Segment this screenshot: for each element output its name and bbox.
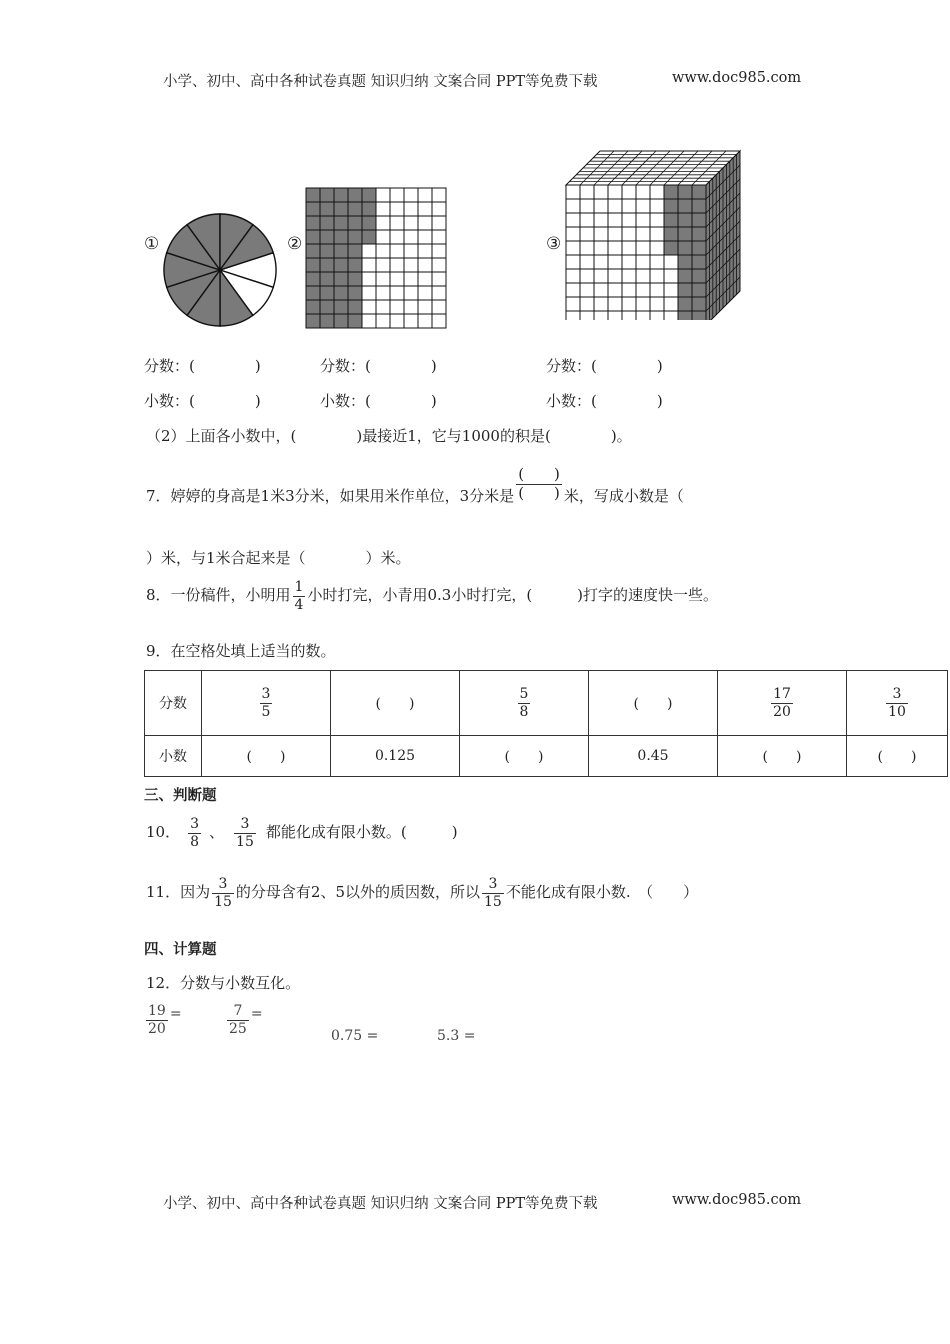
- figure-1-label: ①: [144, 234, 160, 254]
- cube-front-cell: [580, 227, 594, 241]
- fraction: [260, 687, 273, 719]
- grid-cell: [404, 230, 418, 244]
- grid-cell: [390, 202, 404, 216]
- fraction-numerator: 19: [148, 1003, 166, 1019]
- cube-front-cell: [566, 185, 580, 199]
- question-9-title: 9．在空格处填上适当的数。: [146, 642, 336, 660]
- cube-front-cell: [636, 227, 650, 241]
- grid-cell: [306, 272, 320, 286]
- figure-2-label: ②: [287, 234, 303, 254]
- question-7-line2: ）米，与1米合起来是（ ）米。: [146, 549, 411, 567]
- cube-front-cell: [622, 241, 636, 255]
- cube-front-cell: [594, 185, 608, 199]
- grid-cell: [404, 300, 418, 314]
- cube-front-cell: [678, 297, 692, 311]
- grid-cell: [348, 244, 362, 258]
- fig2-decimal-answer[interactable]: 小数：( ): [320, 392, 437, 410]
- grid-cell: [348, 188, 362, 202]
- grid-cell: [418, 202, 432, 216]
- question-7-part2: 米，写成小数是（: [563, 487, 684, 505]
- grid-cell: [348, 286, 362, 300]
- equals-sign: =: [250, 1006, 263, 1023]
- cube-front-cell: [594, 283, 608, 297]
- grid-cell: [418, 188, 432, 202]
- grid-cell: [306, 314, 320, 328]
- question-7-fraction-blank[interactable]: [516, 464, 562, 502]
- fig3-decimal-answer[interactable]: 小数：( ): [546, 392, 663, 410]
- grid-cell: [362, 272, 376, 286]
- grid-cell: [404, 188, 418, 202]
- cube-front-cell: [692, 199, 706, 213]
- fraction: [886, 687, 908, 719]
- cube-front-cell: [692, 185, 706, 199]
- cube-front-cell: [580, 255, 594, 269]
- grid-cell: [418, 300, 432, 314]
- q12-item-2: [225, 1004, 263, 1036]
- cube-front-cell: [622, 269, 636, 283]
- fraction: [188, 817, 201, 849]
- table-cell: [718, 671, 847, 736]
- grid-cell: [432, 272, 446, 286]
- cube-front-cell: [678, 185, 692, 199]
- cube-front-cell: [636, 255, 650, 269]
- cube-front-cell: [608, 213, 622, 227]
- fraction-numerator: 3: [240, 816, 250, 832]
- cube-front-cell: [650, 199, 664, 213]
- grid-cell: [334, 272, 348, 286]
- grid-cell: [376, 258, 390, 272]
- q12-item-1: [144, 1004, 182, 1036]
- grid-cell: [376, 272, 390, 286]
- cube-front-cell: [608, 283, 622, 297]
- cube-front-cell: [650, 269, 664, 283]
- question-11-end: 不能化成有限小数. （ ）: [505, 883, 699, 902]
- cube-front-cell: [650, 255, 664, 269]
- cube-front-cell: [692, 283, 706, 297]
- grid-cell: [390, 258, 404, 272]
- cube-front-cell: [636, 311, 650, 320]
- grid-cell: [390, 188, 404, 202]
- cube-front-cell: [580, 297, 594, 311]
- grid-cell: [320, 202, 334, 216]
- cube-front-cell: [594, 297, 608, 311]
- cube-front-cell: [636, 241, 650, 255]
- grid-cell: [432, 286, 446, 300]
- table-cell-blank[interactable]: ( ): [331, 671, 460, 736]
- cube-front-cell: [650, 283, 664, 297]
- fraction-denominator: 15: [214, 893, 232, 910]
- cube-front-cell: [664, 213, 678, 227]
- grid-fraction-figure: [305, 187, 447, 329]
- grid-cell: [348, 300, 362, 314]
- cube-front-cell: [566, 199, 580, 213]
- grid-cell: [362, 300, 376, 314]
- grid-cell: [390, 272, 404, 286]
- cube-front-cell: [678, 255, 692, 269]
- grid-cell: [334, 202, 348, 216]
- figure-3-label: ③: [546, 234, 562, 254]
- grid-cell: [376, 314, 390, 328]
- fraction-denominator: 10: [888, 703, 906, 720]
- grid-cell: [306, 188, 320, 202]
- cube-front-cell: [678, 213, 692, 227]
- cube-fraction-figure: [560, 145, 750, 320]
- fraction: [227, 1004, 249, 1036]
- grid-cell: [404, 244, 418, 258]
- cube-front-cell: [608, 255, 622, 269]
- grid-cell: [334, 258, 348, 272]
- grid-cell: [320, 216, 334, 230]
- cube-front-cell: [622, 213, 636, 227]
- grid-cell: [376, 188, 390, 202]
- grid-cell: [418, 258, 432, 272]
- fraction-denominator: 20: [773, 703, 791, 720]
- cube-front-cell: [664, 185, 678, 199]
- question-7-numerator-blank[interactable]: ( ): [518, 464, 560, 483]
- grid-cell: [306, 230, 320, 244]
- cube-front-cell: [622, 227, 636, 241]
- grid-cell: [404, 258, 418, 272]
- grid-cell: [404, 202, 418, 216]
- grid-cell: [418, 314, 432, 328]
- cube-front-cell: [650, 185, 664, 199]
- cube-front-cell: [594, 199, 608, 213]
- grid-cell: [418, 272, 432, 286]
- cube-front-cell: [664, 227, 678, 241]
- cube-front-cell: [608, 297, 622, 311]
- fraction-numerator: 17: [773, 685, 791, 702]
- question-8-part2: 小时打完，小青用0.3小时打完，( )打字的速度快一些。: [307, 586, 719, 605]
- grid-cell: [404, 216, 418, 230]
- cube-front-cell: [608, 311, 622, 320]
- grid-cell: [306, 258, 320, 272]
- cube-front-cell: [566, 227, 580, 241]
- grid-cell: [320, 286, 334, 300]
- grid-cell: [362, 188, 376, 202]
- fraction-denominator: 15: [236, 833, 254, 850]
- cube-front-cell: [678, 241, 692, 255]
- cube-front-cell: [580, 185, 594, 199]
- cube-front-cell: [622, 311, 636, 320]
- cube-front-cell: [636, 185, 650, 199]
- fraction: [771, 687, 793, 719]
- cube-front-cell: [566, 311, 580, 320]
- question-10-number: 10．: [146, 823, 181, 842]
- cube-front-cell: [594, 227, 608, 241]
- cube-front-cell: [678, 283, 692, 297]
- grid-cell: [320, 314, 334, 328]
- cube-front-cell: [608, 269, 622, 283]
- grid-cell: [306, 244, 320, 258]
- fraction-denominator: 25: [229, 1020, 247, 1037]
- grid-cell: [404, 314, 418, 328]
- grid-cell: [320, 230, 334, 244]
- grid-cell: [362, 258, 376, 272]
- fig2-fraction-answer[interactable]: 分数：( ): [320, 357, 437, 375]
- cube-front-cell: [636, 213, 650, 227]
- table-row: [145, 736, 948, 777]
- table-cell-blank[interactable]: ( ): [202, 736, 331, 777]
- grid-cell: [334, 230, 348, 244]
- cube-front-cell: [650, 241, 664, 255]
- fraction-denominator: 20: [148, 1020, 166, 1037]
- grid-cell: [376, 202, 390, 216]
- q12-item-3: 0.75 =: [331, 1028, 379, 1044]
- grid-cell: [376, 216, 390, 230]
- grid-cell: [362, 216, 376, 230]
- fig3-fraction-answer[interactable]: 分数：( ): [546, 357, 663, 375]
- section-4-heading: 四、计算题: [144, 942, 217, 958]
- grid-cell: [432, 202, 446, 216]
- grid-cell: [432, 314, 446, 328]
- cube-front-cell: [580, 269, 594, 283]
- grid-cell: [362, 202, 376, 216]
- circle-fraction-figure: [160, 210, 280, 330]
- grid-cell: [432, 300, 446, 314]
- grid-cell: [320, 300, 334, 314]
- grid-cell: [320, 272, 334, 286]
- table-cell: 0.125: [331, 736, 460, 777]
- cube-front-cell: [664, 297, 678, 311]
- cube-front-cell: [636, 283, 650, 297]
- cube-front-cell: [678, 227, 692, 241]
- grid-cell: [418, 216, 432, 230]
- grid-cell: [362, 244, 376, 258]
- cube-front-cell: [664, 311, 678, 320]
- grid-cell: [334, 286, 348, 300]
- separator: 、: [209, 823, 225, 842]
- fraction: [212, 877, 234, 909]
- cube-front-cell: [678, 269, 692, 283]
- cube-front-cell: [664, 255, 678, 269]
- fraction-denominator: 4: [294, 596, 304, 613]
- grid-cell: [362, 286, 376, 300]
- footer-url: www.doc985.com: [672, 1192, 802, 1208]
- question-7-part1: 7．婷婷的身高是1米3分米，如果用米作单位，3分米是: [146, 487, 515, 505]
- fraction-numerator: 5: [519, 685, 529, 702]
- footer-text: 小学、初中、高中各种试卷真题 知识归纳 文案合同 PPT等免费下载: [163, 1196, 598, 1212]
- fraction-denominator: 8: [519, 703, 529, 720]
- grid-cell: [306, 300, 320, 314]
- question-8-fraction: [293, 580, 306, 612]
- cube-front-cell: [622, 283, 636, 297]
- cube-front-cell: [636, 297, 650, 311]
- grid-cell: [376, 230, 390, 244]
- question-7-denominator-blank[interactable]: ( ): [518, 483, 560, 502]
- cube-front-cell: [622, 255, 636, 269]
- cube-front-cell: [566, 213, 580, 227]
- table-row: [145, 671, 948, 736]
- grid-cell: [306, 216, 320, 230]
- cube-front-cell: [692, 255, 706, 269]
- grid-cell: [404, 272, 418, 286]
- cube-front-cell: [580, 241, 594, 255]
- fraction-numerator: 3: [218, 876, 228, 892]
- cube-front-cell: [608, 241, 622, 255]
- grid-cell: [306, 202, 320, 216]
- cube-front-cell: [608, 185, 622, 199]
- grid-cell: [390, 230, 404, 244]
- fraction: [482, 877, 504, 909]
- grid-cell: [390, 216, 404, 230]
- cube-front-cell: [692, 227, 706, 241]
- header-text: 小学、初中、高中各种试卷真题 知识归纳 文案合同 PPT等免费下载: [163, 74, 598, 90]
- cube-front-cell: [650, 227, 664, 241]
- table-cell-blank[interactable]: ( ): [847, 736, 948, 777]
- grid-cell: [334, 244, 348, 258]
- table-cell: [202, 671, 331, 736]
- cube-front-cell: [692, 311, 706, 320]
- cube-front-cell: [594, 269, 608, 283]
- grid-cell: [348, 258, 362, 272]
- grid-cell: [432, 216, 446, 230]
- question-12-title: 12．分数与小数互化。: [146, 974, 301, 992]
- grid-cell: [376, 244, 390, 258]
- cube-front-cell: [594, 255, 608, 269]
- grid-cell: [348, 314, 362, 328]
- question-11-middle: 的分母含有2、5以外的质因数，所以: [235, 883, 481, 902]
- cube-front-cell: [650, 311, 664, 320]
- question-8-text: [146, 580, 718, 612]
- grid-cell: [348, 272, 362, 286]
- table-cell-blank[interactable]: ( ): [718, 736, 847, 777]
- grid-cell: [432, 230, 446, 244]
- cube-front-cell: [566, 269, 580, 283]
- cube-front-cell: [580, 311, 594, 320]
- cube-front-cell: [692, 269, 706, 283]
- grid-cell: [418, 230, 432, 244]
- grid-cell: [418, 286, 432, 300]
- fraction-numerator: 3: [261, 685, 271, 702]
- fraction-numerator: 1: [294, 579, 304, 595]
- cube-front-cell: [566, 241, 580, 255]
- grid-cell: [432, 258, 446, 272]
- cube-front-cell: [594, 213, 608, 227]
- fraction-numerator: 3: [488, 876, 498, 892]
- question-7-text: [146, 464, 684, 506]
- cube-front-cell: [664, 241, 678, 255]
- cube-front-cell: [650, 297, 664, 311]
- fig1-fraction-answer[interactable]: 分数：( ): [144, 357, 261, 375]
- grid-cell: [334, 216, 348, 230]
- grid-cell: [320, 188, 334, 202]
- cube-front-cell: [594, 311, 608, 320]
- table-cell-blank[interactable]: ( ): [460, 736, 589, 777]
- question-8-part1: 8．一份稿件，小明用: [146, 586, 291, 605]
- grid-cell: [348, 230, 362, 244]
- cube-front-cell: [594, 241, 608, 255]
- grid-cell: [390, 286, 404, 300]
- fraction-numerator: 3: [892, 685, 902, 702]
- question-11-prefix: 11．因为: [146, 883, 211, 902]
- cube-front-cell: [692, 297, 706, 311]
- cube-front-cell: [622, 199, 636, 213]
- row-header-decimal: 小数: [145, 736, 202, 777]
- equals-sign: =: [169, 1006, 182, 1023]
- grid-cell: [390, 314, 404, 328]
- grid-cell: [376, 286, 390, 300]
- fraction-denominator: 15: [484, 893, 502, 910]
- fraction-denominator: 8: [190, 833, 200, 850]
- grid-cell: [320, 258, 334, 272]
- grid-cell: [390, 244, 404, 258]
- section-3-heading: 三、判断题: [144, 788, 217, 804]
- cube-front-cell: [608, 227, 622, 241]
- cube-front-cell: [664, 199, 678, 213]
- grid-cell: [418, 244, 432, 258]
- row-header-fraction: 分数: [145, 671, 202, 736]
- cube-front-cell: [580, 199, 594, 213]
- grid-cell: [362, 230, 376, 244]
- fraction-numerator: 7: [233, 1003, 243, 1019]
- grid-cell: [306, 286, 320, 300]
- cube-front-cell: [678, 311, 692, 320]
- grid-cell: [362, 314, 376, 328]
- cube-front-cell: [664, 283, 678, 297]
- question-10-statement: 都能化成有限小数。( ): [265, 823, 458, 842]
- question-6-part-2: （2）上面各小数中，( )最接近1，它与1000的积是( )。: [146, 427, 632, 445]
- cube-front-cell: [636, 199, 650, 213]
- grid-cell: [432, 188, 446, 202]
- q12-item-4: 5.3 =: [437, 1028, 476, 1044]
- grid-cell: [376, 300, 390, 314]
- cube-front-cell: [566, 255, 580, 269]
- cube-front-cell: [622, 297, 636, 311]
- question-11-text: [146, 877, 698, 909]
- cube-front-cell: [608, 199, 622, 213]
- table-cell-blank[interactable]: ( ): [589, 671, 718, 736]
- grid-cell: [390, 300, 404, 314]
- grid-cell: [334, 188, 348, 202]
- cube-front-cell: [622, 185, 636, 199]
- grid-cell: [348, 202, 362, 216]
- cube-front-cell: [678, 199, 692, 213]
- grid-cell: [432, 244, 446, 258]
- cube-front-cell: [580, 213, 594, 227]
- grid-cell: [334, 300, 348, 314]
- cube-front-cell: [650, 213, 664, 227]
- fraction: [146, 1004, 168, 1036]
- header-url: www.doc985.com: [672, 70, 802, 86]
- question-10-text: [146, 817, 458, 849]
- fraction: [518, 687, 531, 719]
- table-cell: [460, 671, 589, 736]
- cube-front-cell: [692, 241, 706, 255]
- cube-front-cell: [692, 213, 706, 227]
- cube-front-cell: [566, 297, 580, 311]
- fraction: [234, 817, 256, 849]
- grid-cell: [348, 216, 362, 230]
- fraction-numerator: 3: [190, 816, 200, 832]
- grid-cell: [404, 286, 418, 300]
- grid-cell: [334, 314, 348, 328]
- table-cell: [847, 671, 948, 736]
- cube-front-cell: [664, 269, 678, 283]
- cube-front-cell: [636, 269, 650, 283]
- fraction-decimal-table: [144, 670, 948, 777]
- cube-front-cell: [566, 283, 580, 297]
- fig1-decimal-answer[interactable]: 小数：( ): [144, 392, 261, 410]
- fraction-denominator: 5: [261, 703, 271, 720]
- grid-cell: [320, 244, 334, 258]
- cube-front-cell: [580, 283, 594, 297]
- table-cell: 0.45: [589, 736, 718, 777]
